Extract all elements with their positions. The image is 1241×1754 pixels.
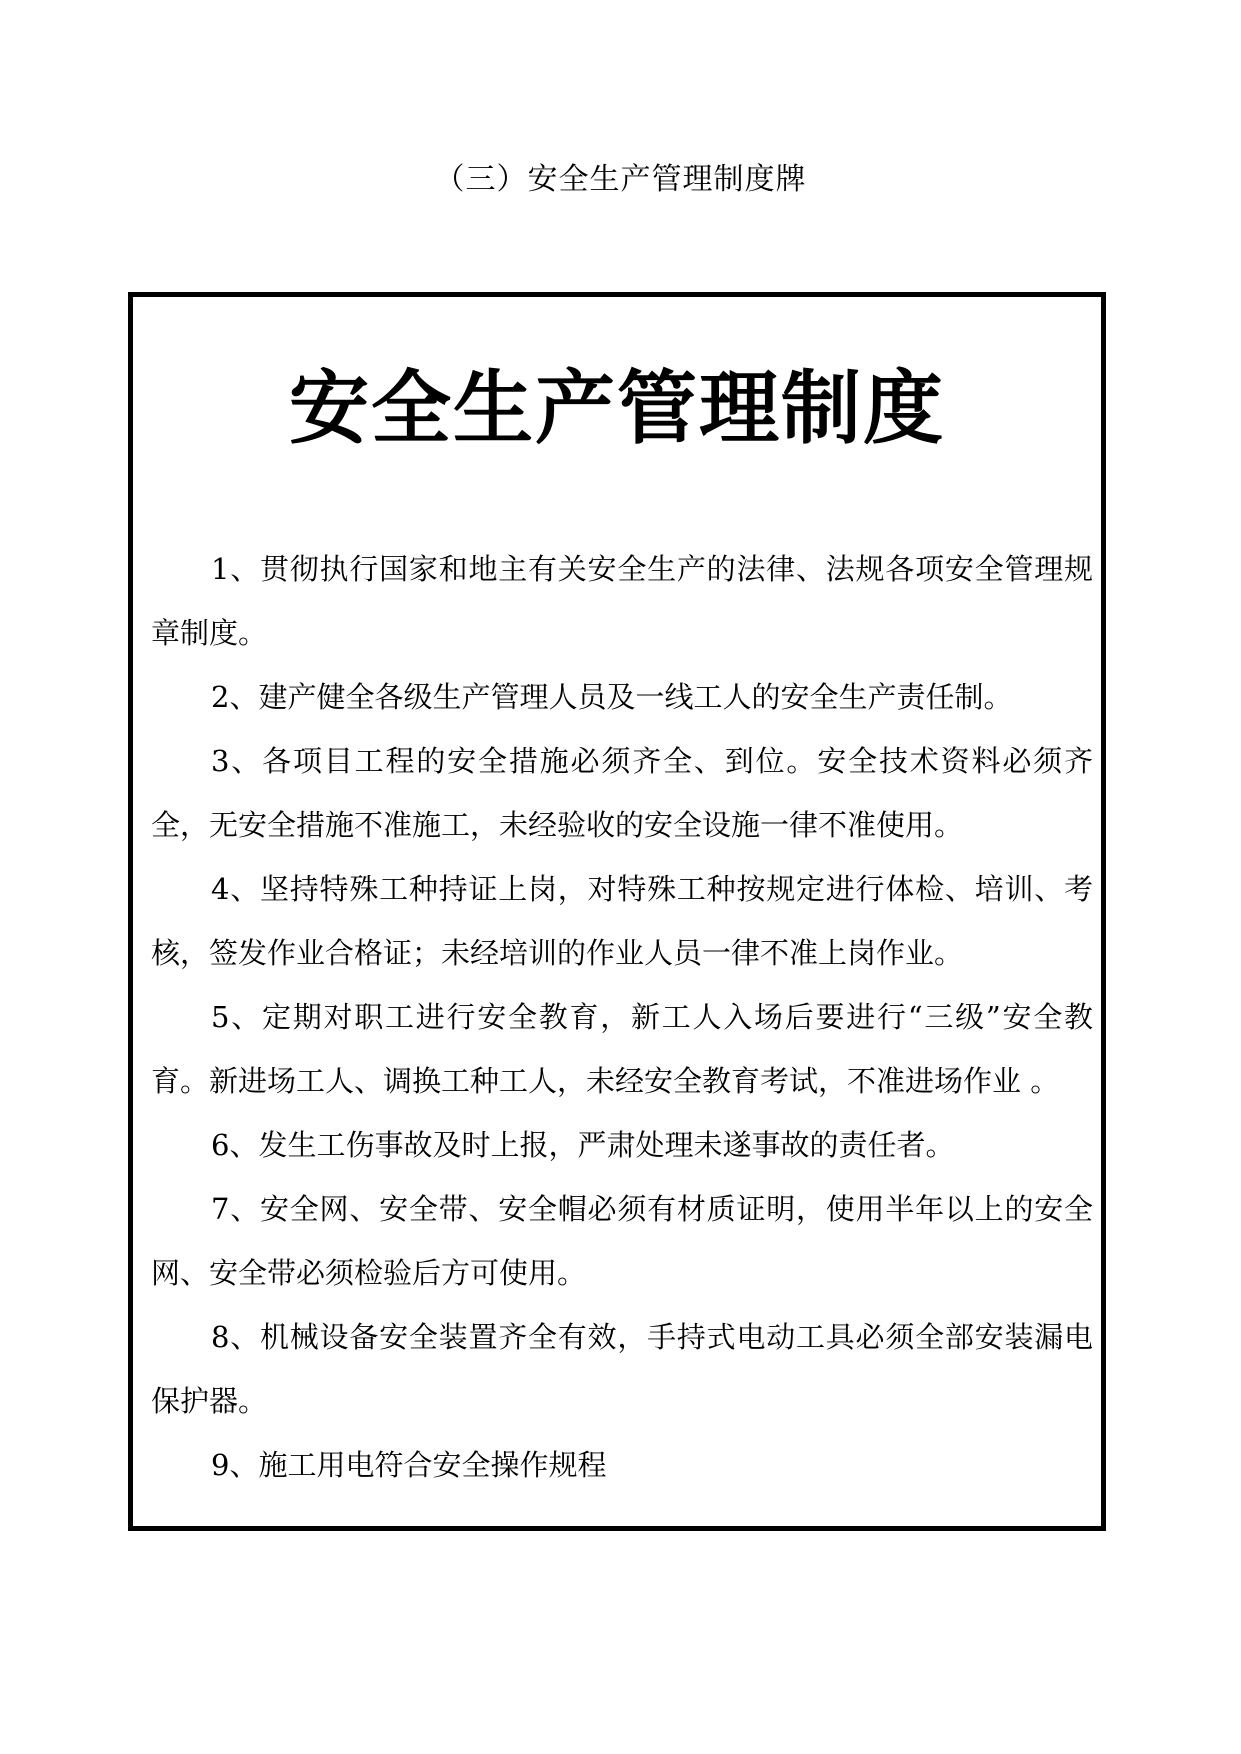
safety-rules-board xyxy=(128,292,1106,1531)
rule-item: 4、坚持特殊工种持证上岗，对特殊工种按规定进行体检、培训、考核，签发作业合格证；未经培训的作业人员一律不准上岗作业。 xyxy=(151,872,1093,970)
page-heading: （三）安全生产管理制度牌 xyxy=(434,162,807,197)
rule-item: 6、发生工伤事故及时上报，严肃处理未遂事故的责任者。 xyxy=(211,1128,955,1162)
rules-list xyxy=(151,537,1093,1497)
rule-item: 9、施工用电符合安全操作规程 xyxy=(211,1448,607,1482)
rule-item: 3、各项目工程的安全措施必须齐全、到位。安全技术资料必须齐全，无安全措施不准施工，未经验收的安全设施一律不准使用。 xyxy=(151,744,1093,842)
rule-item: 7、安全网、安全带、安全帽必须有材质证明，使用半年以上的安全网、安全带必须检验后方可使用。 xyxy=(151,1192,1093,1290)
rule-item: 2、建产健全各级生产管理人员及一线工人的安全生产责任制。 xyxy=(211,680,1013,714)
rule-item: 8、机械设备安全装置齐全有效，手持式电动工具必须全部安装漏电保护器。 xyxy=(151,1320,1093,1418)
board-title: 安全生产管理制度 xyxy=(289,362,945,455)
rule-item: 5、定期对职工进行安全教育，新工人入场后要进行“三级”安全教育。新进场工人、调换工种工人，未经安全教育考试，不准进场作业 。 xyxy=(151,1000,1093,1098)
rule-item: 1、贯彻执行国家和地主有关安全生产的法律、法规各项安全管理规章制度。 xyxy=(151,552,1093,650)
